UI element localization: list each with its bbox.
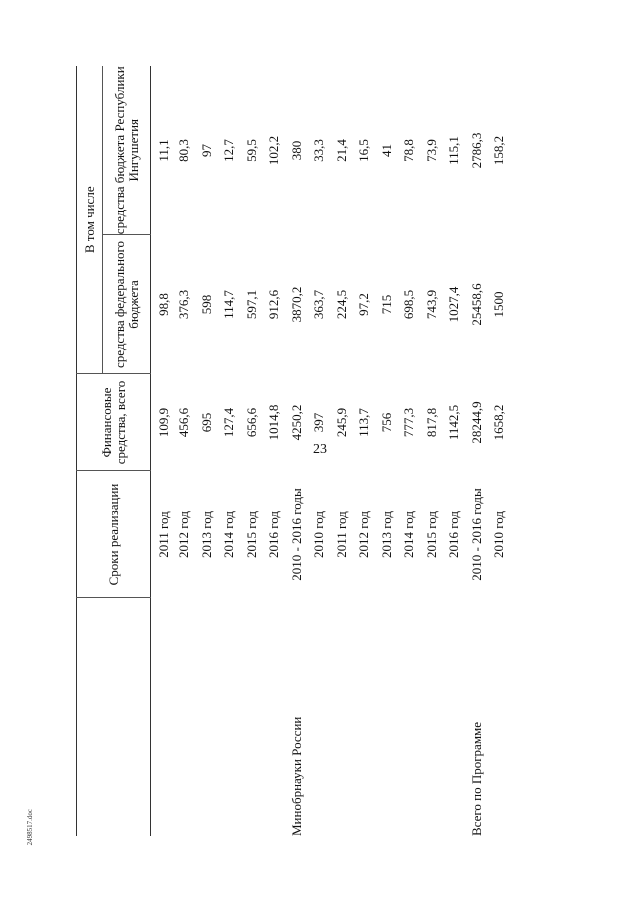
cell-federal: 363,7 — [311, 289, 327, 320]
cell-total: 817,8 — [423, 407, 439, 438]
cell-period: 2011 год — [156, 511, 171, 558]
table-row — [331, 66, 354, 836]
file-reference: 2498517.doc — [26, 809, 34, 846]
cell-total: 777,3 — [401, 407, 417, 438]
cell-federal: 97,2 — [356, 293, 372, 316]
cell-federal: 224,5 — [333, 289, 349, 320]
cell-federal: 598 — [198, 294, 214, 315]
cell-federal: 1027,4 — [446, 286, 462, 323]
cell-period: 2016 год — [266, 511, 282, 558]
cell-period: 2013 год — [198, 511, 214, 558]
table-row — [353, 66, 376, 836]
table-row — [376, 66, 399, 836]
cell-total: 1014,8 — [266, 404, 282, 441]
cell-period: 2010 год — [311, 511, 327, 558]
cell-total: 1142,5 — [446, 404, 462, 441]
cell-regional: 73,9 — [423, 139, 439, 162]
cell-regional: 97 — [198, 144, 214, 157]
cell-category — [241, 598, 264, 836]
cell-category — [263, 598, 286, 836]
cell-period: 2012 год — [176, 511, 192, 558]
cell-total: 656,6 — [243, 407, 259, 438]
cell-total: 695 — [198, 412, 214, 433]
cell-period: 2010 - 2016 годы — [468, 488, 484, 581]
table-row — [286, 66, 309, 836]
cell-total: 28244,9 — [468, 401, 484, 444]
cell-category — [151, 598, 174, 836]
table-row — [218, 66, 241, 836]
cell-category — [376, 598, 399, 836]
table-row — [173, 66, 196, 836]
cell-category: Минобрнауки России — [288, 716, 304, 836]
cell-period: 2016 год — [446, 511, 462, 558]
table-row — [196, 66, 219, 836]
cell-federal: 597,1 — [243, 289, 259, 320]
cell-regional: 41 — [378, 144, 394, 157]
table-row — [398, 66, 421, 836]
cell-regional: 11,1 — [156, 139, 171, 162]
cell-federal: 98,8 — [156, 293, 171, 316]
cell-period: 2011 год — [333, 511, 349, 558]
header-category — [77, 598, 151, 836]
cell-category — [173, 598, 196, 836]
cell-regional: 33,3 — [311, 139, 327, 162]
cell-period: 2010 год — [491, 511, 507, 558]
header-regional: средства бюджета Республики Ингушетия — [103, 66, 151, 235]
table-row — [443, 66, 466, 836]
cell-federal: 25458,6 — [468, 283, 484, 326]
header-total: Финансовые средства, всего — [77, 374, 151, 471]
financing-table — [76, 66, 511, 836]
cell-federal: 3870,2 — [288, 286, 304, 323]
table-header — [77, 66, 151, 836]
table-body — [151, 66, 511, 836]
cell-category — [218, 598, 241, 836]
table-row — [241, 66, 264, 836]
table-row — [466, 66, 489, 836]
cell-federal: 912,6 — [266, 289, 282, 320]
cell-federal: 114,7 — [221, 290, 237, 319]
cell-period: 2013 год — [378, 511, 394, 558]
cell-category — [421, 598, 444, 836]
cell-total: 127,4 — [221, 407, 237, 438]
cell-total: 113,7 — [356, 408, 372, 437]
cell-category — [353, 598, 376, 836]
table-row — [263, 66, 286, 836]
cell-federal: 698,5 — [401, 289, 417, 320]
table-row — [421, 66, 444, 836]
cell-regional: 102,2 — [266, 135, 282, 166]
cell-period: 2014 год — [401, 511, 417, 558]
cell-period: 2014 год — [221, 511, 237, 558]
table-row — [151, 66, 174, 836]
header-federal: средства федерального бюджета — [103, 235, 151, 374]
cell-federal: 1500 — [491, 291, 507, 318]
cell-regional: 380 — [288, 140, 304, 161]
cell-total: 4250,2 — [288, 404, 304, 441]
cell-total: 1658,2 — [491, 404, 507, 441]
table-row — [488, 66, 511, 836]
cell-period: 2010 - 2016 годы — [288, 488, 304, 581]
cell-category: Всего по Программе — [468, 721, 484, 836]
cell-category — [196, 598, 219, 836]
cell-total: 397 — [311, 412, 327, 433]
cell-category — [488, 598, 511, 836]
cell-total: 756 — [378, 412, 394, 433]
cell-regional: 59,5 — [243, 139, 259, 162]
cell-federal: 715 — [378, 294, 394, 315]
cell-federal: 743,9 — [423, 289, 439, 320]
cell-regional: 12,7 — [221, 139, 237, 162]
cell-total: 109,9 — [156, 407, 171, 438]
header-period: Сроки реализации — [77, 471, 151, 598]
cell-category — [331, 598, 354, 836]
header-group: В том числе — [77, 66, 103, 374]
cell-regional: 80,3 — [176, 139, 192, 162]
cell-period: 2012 год — [356, 511, 372, 558]
table-row — [308, 66, 331, 836]
page-number: 23 — [313, 442, 327, 457]
cell-period: 2015 год — [243, 511, 259, 558]
cell-federal: 376,3 — [176, 289, 192, 320]
cell-total: 456,6 — [176, 407, 192, 438]
cell-period: 2015 год — [423, 511, 439, 558]
cell-regional: 115,1 — [446, 136, 462, 165]
cell-regional: 2786,3 — [468, 132, 484, 169]
cell-regional: 16,5 — [356, 139, 372, 162]
cell-regional: 158,2 — [491, 135, 507, 166]
cell-category — [308, 598, 331, 836]
cell-total: 245,9 — [333, 407, 349, 438]
cell-regional: 21,4 — [333, 139, 349, 162]
cell-category — [398, 598, 421, 836]
cell-category — [443, 598, 466, 836]
rotated-table-container — [76, 66, 507, 836]
cell-regional: 78,8 — [401, 139, 417, 162]
